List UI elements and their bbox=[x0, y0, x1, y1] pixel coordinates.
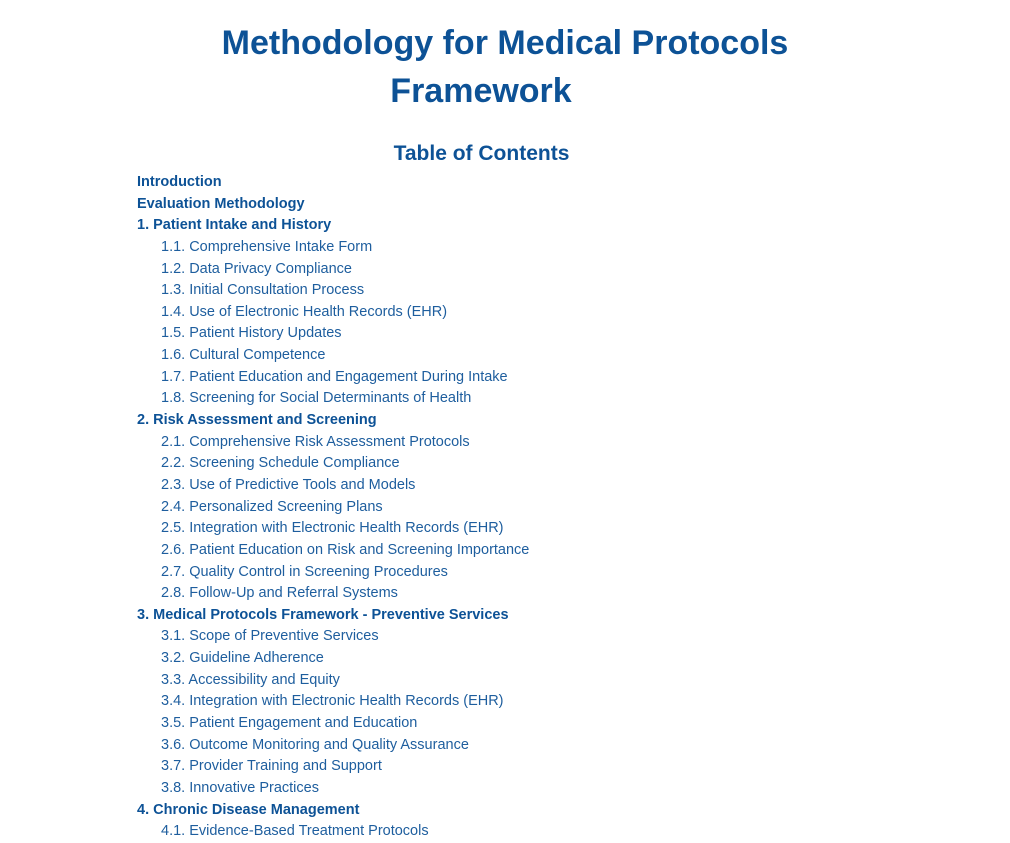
toc-entry bbox=[137, 475, 529, 497]
toc-subsection-link[interactable]: 2.3. Use of Predictive Tools and Models bbox=[161, 476, 416, 493]
toc-subsection-link[interactable]: 3.3. Accessibility and Equity bbox=[161, 671, 340, 688]
toc-subsection-link[interactable]: 3.2. Guideline Adherence bbox=[161, 650, 324, 667]
toc-entry bbox=[137, 518, 529, 540]
toc-entry bbox=[137, 605, 529, 627]
toc-entry bbox=[137, 778, 529, 800]
toc-entry bbox=[137, 800, 529, 822]
toc-entry bbox=[137, 388, 529, 410]
toc-entry bbox=[137, 259, 529, 281]
toc-section-link[interactable]: 1. Patient Intake and History bbox=[137, 217, 332, 234]
toc-subsection-link[interactable]: 3.4. Integration with Electronic Health Records (EHR) bbox=[161, 693, 504, 710]
toc-subsection-link[interactable]: 1.4. Use of Electronic Health Records (EHR) bbox=[161, 303, 448, 320]
document-title-line-1: Methodology for Medical Protocols bbox=[221, 24, 789, 62]
toc-subsection-link[interactable]: 2.1. Comprehensive Risk Assessment Protocols bbox=[161, 433, 470, 450]
toc-entry bbox=[137, 215, 529, 237]
toc-section-link[interactable]: Introduction bbox=[137, 174, 222, 190]
toc-entry bbox=[137, 432, 529, 454]
toc-entry bbox=[137, 821, 529, 843]
toc-subsection-link[interactable]: 3.6. Outcome Monitoring and Quality Assurance bbox=[161, 736, 469, 753]
toc-subsection-link[interactable]: 2.4. Personalized Screening Plans bbox=[161, 498, 383, 515]
toc-subsection-link[interactable]: 2.7. Quality Control in Screening Procedures bbox=[161, 563, 448, 580]
toc-subsection-link[interactable]: 2.2. Screening Schedule Compliance bbox=[161, 455, 400, 472]
toc-subsection-link[interactable]: 1.5. Patient History Updates bbox=[161, 325, 342, 342]
toc-entry bbox=[137, 691, 529, 713]
toc-entry bbox=[137, 345, 529, 367]
toc-entry bbox=[137, 172, 529, 194]
toc-entry bbox=[137, 540, 529, 562]
toc-section-link[interactable]: 2. Risk Assessment and Screening bbox=[137, 412, 377, 429]
toc-subsection-link[interactable]: 2.6. Patient Education on Risk and Screening Importance bbox=[161, 541, 530, 558]
toc-section-link[interactable]: 4. Chronic Disease Management bbox=[137, 801, 360, 818]
toc-entry bbox=[137, 367, 529, 389]
toc-entry bbox=[137, 562, 529, 584]
toc-subsection-link[interactable]: 3.8. Innovative Practices bbox=[161, 779, 319, 796]
toc-entry bbox=[137, 280, 529, 302]
toc-subsection-link[interactable]: 1.8. Screening for Social Determinants of Health bbox=[161, 390, 472, 407]
toc-entry bbox=[137, 648, 529, 670]
toc-entry bbox=[137, 237, 529, 259]
toc-subsection-link[interactable]: 2.5. Integration with Electronic Health Records (EHR) bbox=[161, 520, 504, 537]
toc-heading: Table of Contents bbox=[393, 142, 570, 165]
toc-subsection-link[interactable]: 1.6. Cultural Competence bbox=[161, 347, 326, 364]
toc-subsection-link[interactable]: 1.2. Data Privacy Compliance bbox=[161, 260, 352, 277]
document-title-line-2: Framework bbox=[390, 72, 572, 110]
document-title bbox=[0, 19, 1010, 115]
toc-subsection-link[interactable]: 3.5. Patient Engagement and Education bbox=[161, 715, 418, 732]
toc-entry bbox=[137, 670, 529, 692]
toc-entry bbox=[137, 194, 529, 216]
toc-entry bbox=[137, 583, 529, 605]
toc-subsection-link[interactable]: 1.7. Patient Education and Engagement During Intake bbox=[161, 368, 508, 385]
toc-entry bbox=[137, 497, 529, 519]
toc-entry bbox=[137, 302, 529, 324]
toc-entry bbox=[137, 713, 529, 735]
toc-subsection-link[interactable]: 1.1. Comprehensive Intake Form bbox=[161, 238, 373, 255]
toc-entry bbox=[137, 626, 529, 648]
toc-entry bbox=[137, 756, 529, 778]
table-of-contents bbox=[137, 172, 529, 843]
toc-subsection-link[interactable]: 3.7. Provider Training and Support bbox=[161, 758, 382, 775]
toc-entry bbox=[137, 735, 529, 757]
toc-section-link[interactable]: 3. Medical Protocols Framework - Preventive Services bbox=[137, 606, 509, 623]
toc-entry bbox=[137, 453, 529, 475]
toc-subsection-link[interactable]: 1.3. Initial Consultation Process bbox=[161, 282, 365, 299]
toc-entry bbox=[137, 323, 529, 345]
toc-subsection-link[interactable]: 3.1. Scope of Preventive Services bbox=[161, 628, 379, 645]
toc-entry bbox=[137, 410, 529, 432]
toc-subsection-link[interactable]: 4.1. Evidence-Based Treatment Protocols bbox=[161, 823, 429, 840]
toc-subsection-link[interactable]: 2.8. Follow-Up and Referral Systems bbox=[161, 585, 398, 602]
toc-section-link[interactable]: Evaluation Methodology bbox=[137, 195, 305, 212]
